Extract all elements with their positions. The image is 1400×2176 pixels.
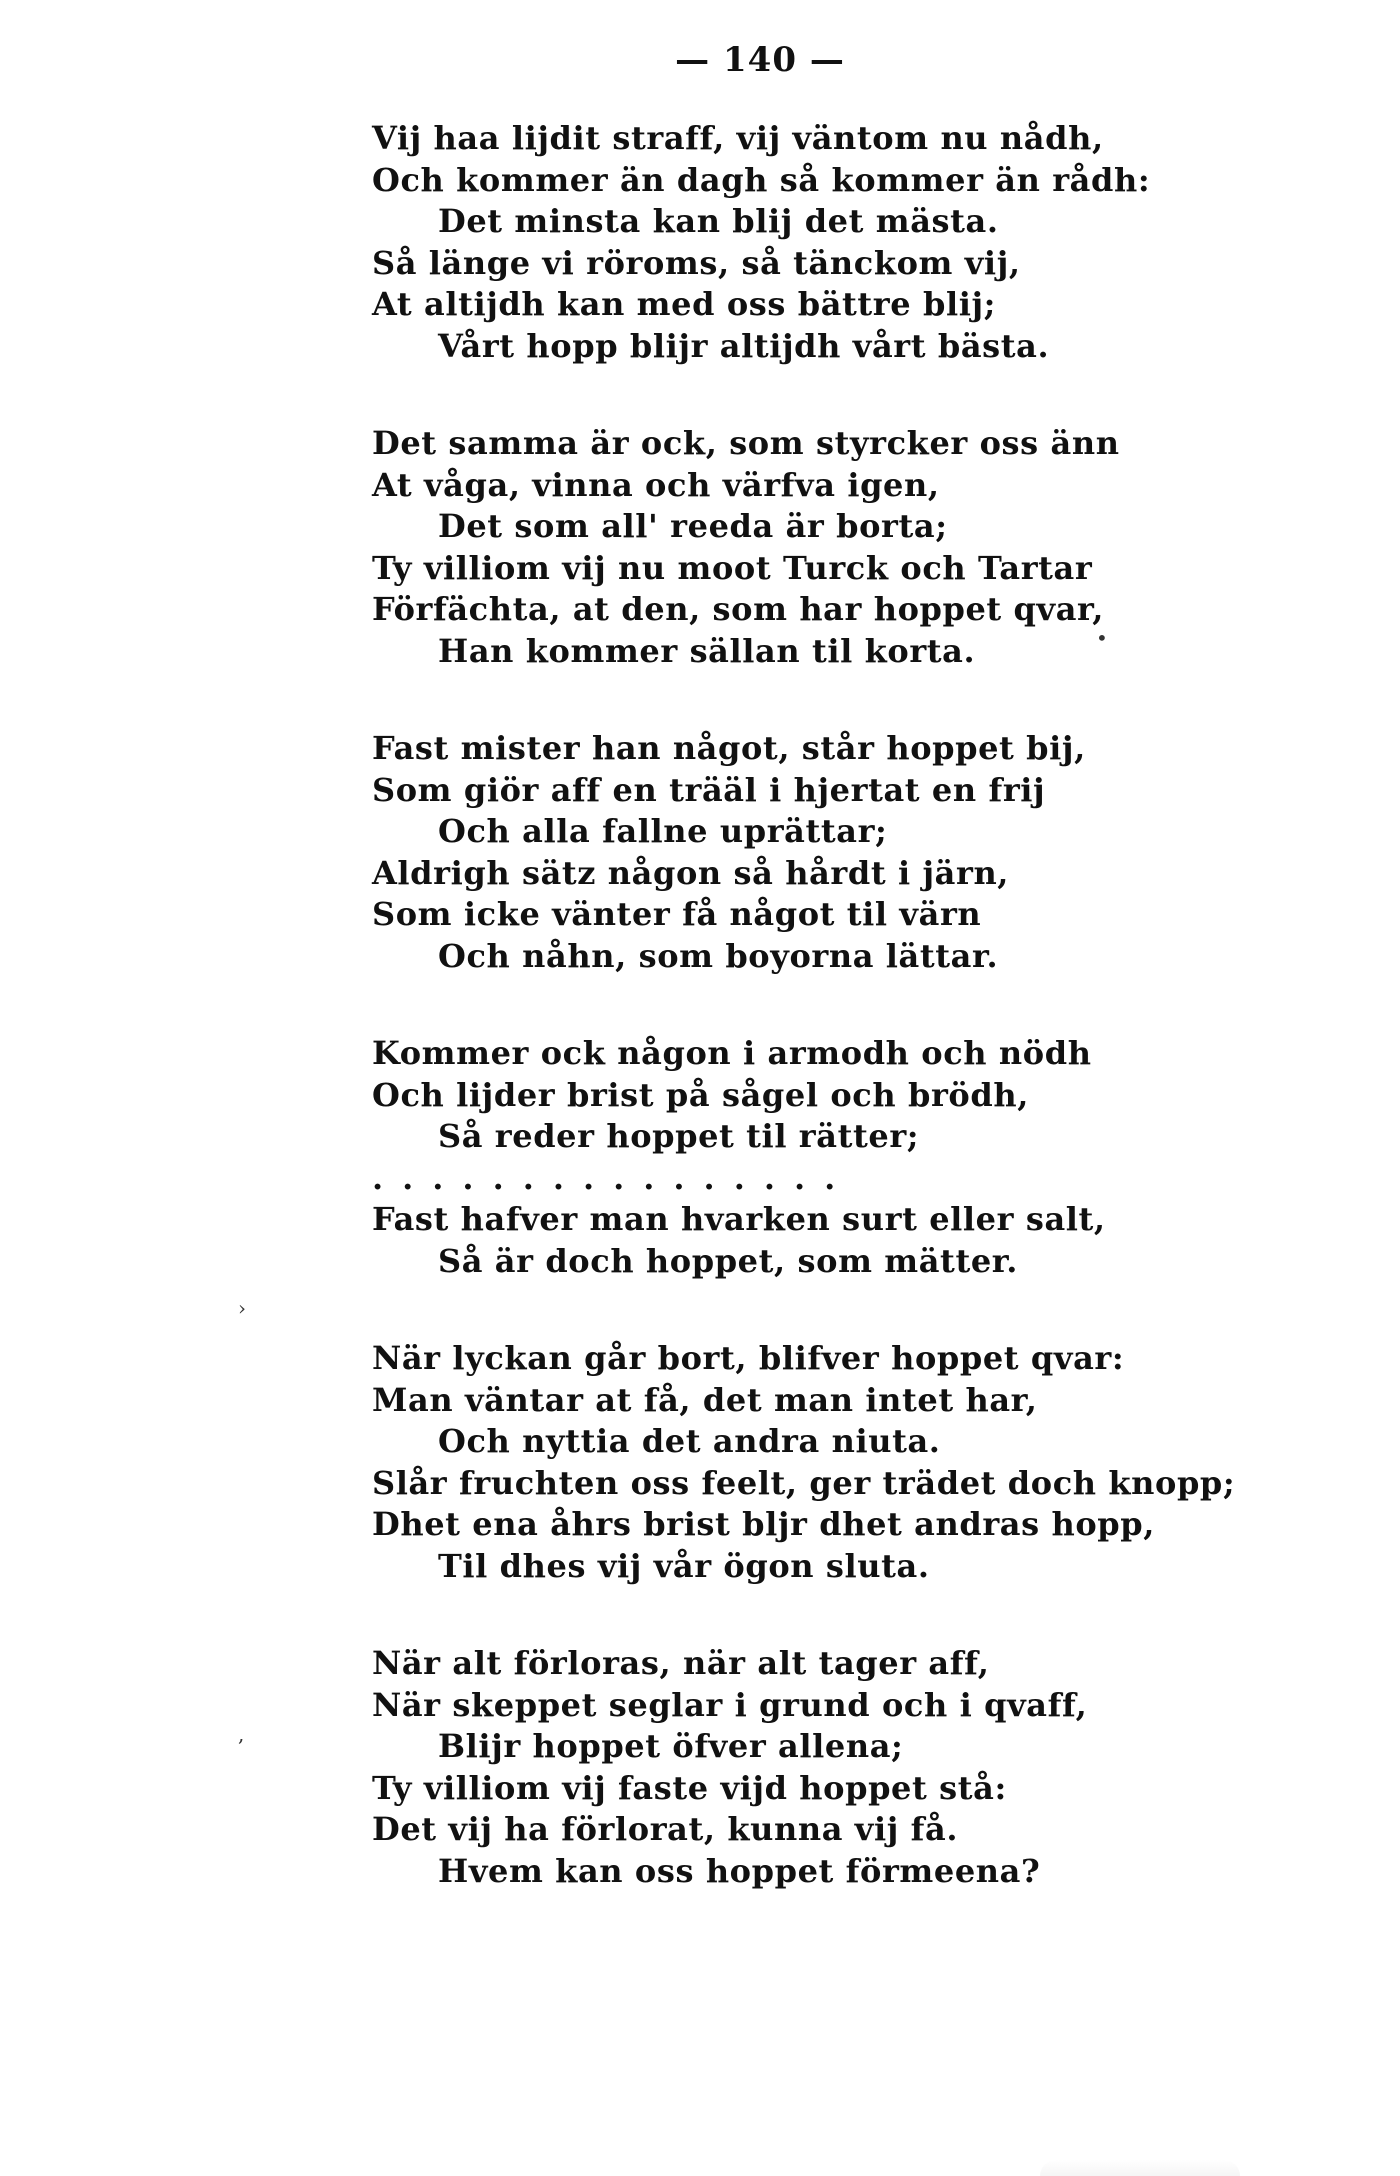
verse-line: Blijr hoppet öfver allena; [438, 1727, 904, 1765]
ellipsis-line: ................ [372, 1158, 855, 1197]
stanza-1 [372, 118, 1372, 367]
stanza-2 [372, 423, 1372, 672]
print-speck: • [1096, 626, 1108, 650]
verse-line: Kommer ock någon i armodh och nödh [372, 1034, 1092, 1072]
stanza-4 [372, 1033, 1372, 1282]
verse-line: Fast hafver man hvarken surt eller salt, [372, 1200, 1106, 1238]
stanza-3 [372, 728, 1372, 977]
verse-line: Som icke vänter få något til värn [372, 895, 982, 933]
verse-line: Och nyttia det andra niuta. [438, 1422, 941, 1460]
verse-line: Aldrigh sätz någon så hårdt i järn, [372, 853, 1010, 892]
verse-line: Han kommer sällan til korta. [438, 631, 976, 670]
verse-line: Vij haa lijdit straff, vij väntom nu nådh, [372, 119, 1104, 157]
verse-line: At våga, vinna och värfva igen, [372, 465, 940, 504]
verse-line: Och alla fallne uprättar; [438, 812, 888, 850]
verse-line: Det vij ha förlorat, kunna vij få. [372, 1810, 959, 1848]
verse-line: Det minsta kan blij det mästa. [438, 202, 999, 240]
verse-line: At altijdh kan med oss bättre blij; [372, 285, 997, 323]
verse-line: Det samma är ock, som styrcker oss änn [372, 424, 1120, 462]
page-number: — 140 — [675, 40, 845, 80]
poem [372, 118, 1372, 1948]
stanza-6 [372, 1643, 1372, 1892]
verse-line: När lyckan går bort, blifver hoppet qvar: [372, 1339, 1125, 1377]
verse-line: Förfächta, at den, som har hoppet qvar, [372, 590, 1104, 628]
verse-line: Så länge vi röroms, så tänckom vij, [372, 243, 1021, 282]
verse-line: Ty villiom vij faste vijd hoppet stå: [372, 1768, 1007, 1807]
verse-line: Som giör aff en trääl i hjertat en frij [372, 770, 1046, 809]
print-speck: › [238, 1296, 246, 1320]
verse-line: Och lijder brist på sågel och brödh, [372, 1075, 1029, 1114]
verse-line: Och nåhn, som boyorna lättar. [438, 936, 999, 975]
print-speck: , [238, 1722, 245, 1746]
verse-line: Och kommer än dagh så kommer än rådh: [372, 160, 1151, 199]
verse-line: Det som all' reeda är borta; [438, 507, 948, 545]
verse-line: Fast mister han något, står hoppet bij, [372, 729, 1086, 767]
verse-line: Ty villiom vij nu moot Turck och Tartar [372, 548, 1093, 587]
verse-line: Hvem kan oss hoppet förmeena? [438, 1851, 1041, 1890]
verse-line: Man väntar at få, det man intet har, [372, 1380, 1038, 1419]
stanza-5 [372, 1338, 1372, 1587]
verse-line: Slår fruchten oss feelt, ger trädet doch knopp; [372, 1463, 1236, 1502]
verse-line: Dhet ena åhrs brist bljr dhet andras hopp, [372, 1505, 1155, 1543]
verse-line: När alt förloras, när alt tager aff, [372, 1644, 990, 1682]
verse-line: Så reder hoppet til rätter; [438, 1117, 920, 1155]
page-edge-shadow [1040, 2160, 1240, 2176]
verse-line: När skeppet seglar i grund och i qvaff, [372, 1685, 1088, 1724]
verse-line: Vårt hopp blijr altijdh vårt bästa. [438, 326, 1050, 365]
verse-line: Til dhes vij vår ögon sluta. [438, 1546, 930, 1585]
verse-line: Så är doch hoppet, som mätter. [438, 1241, 1019, 1280]
